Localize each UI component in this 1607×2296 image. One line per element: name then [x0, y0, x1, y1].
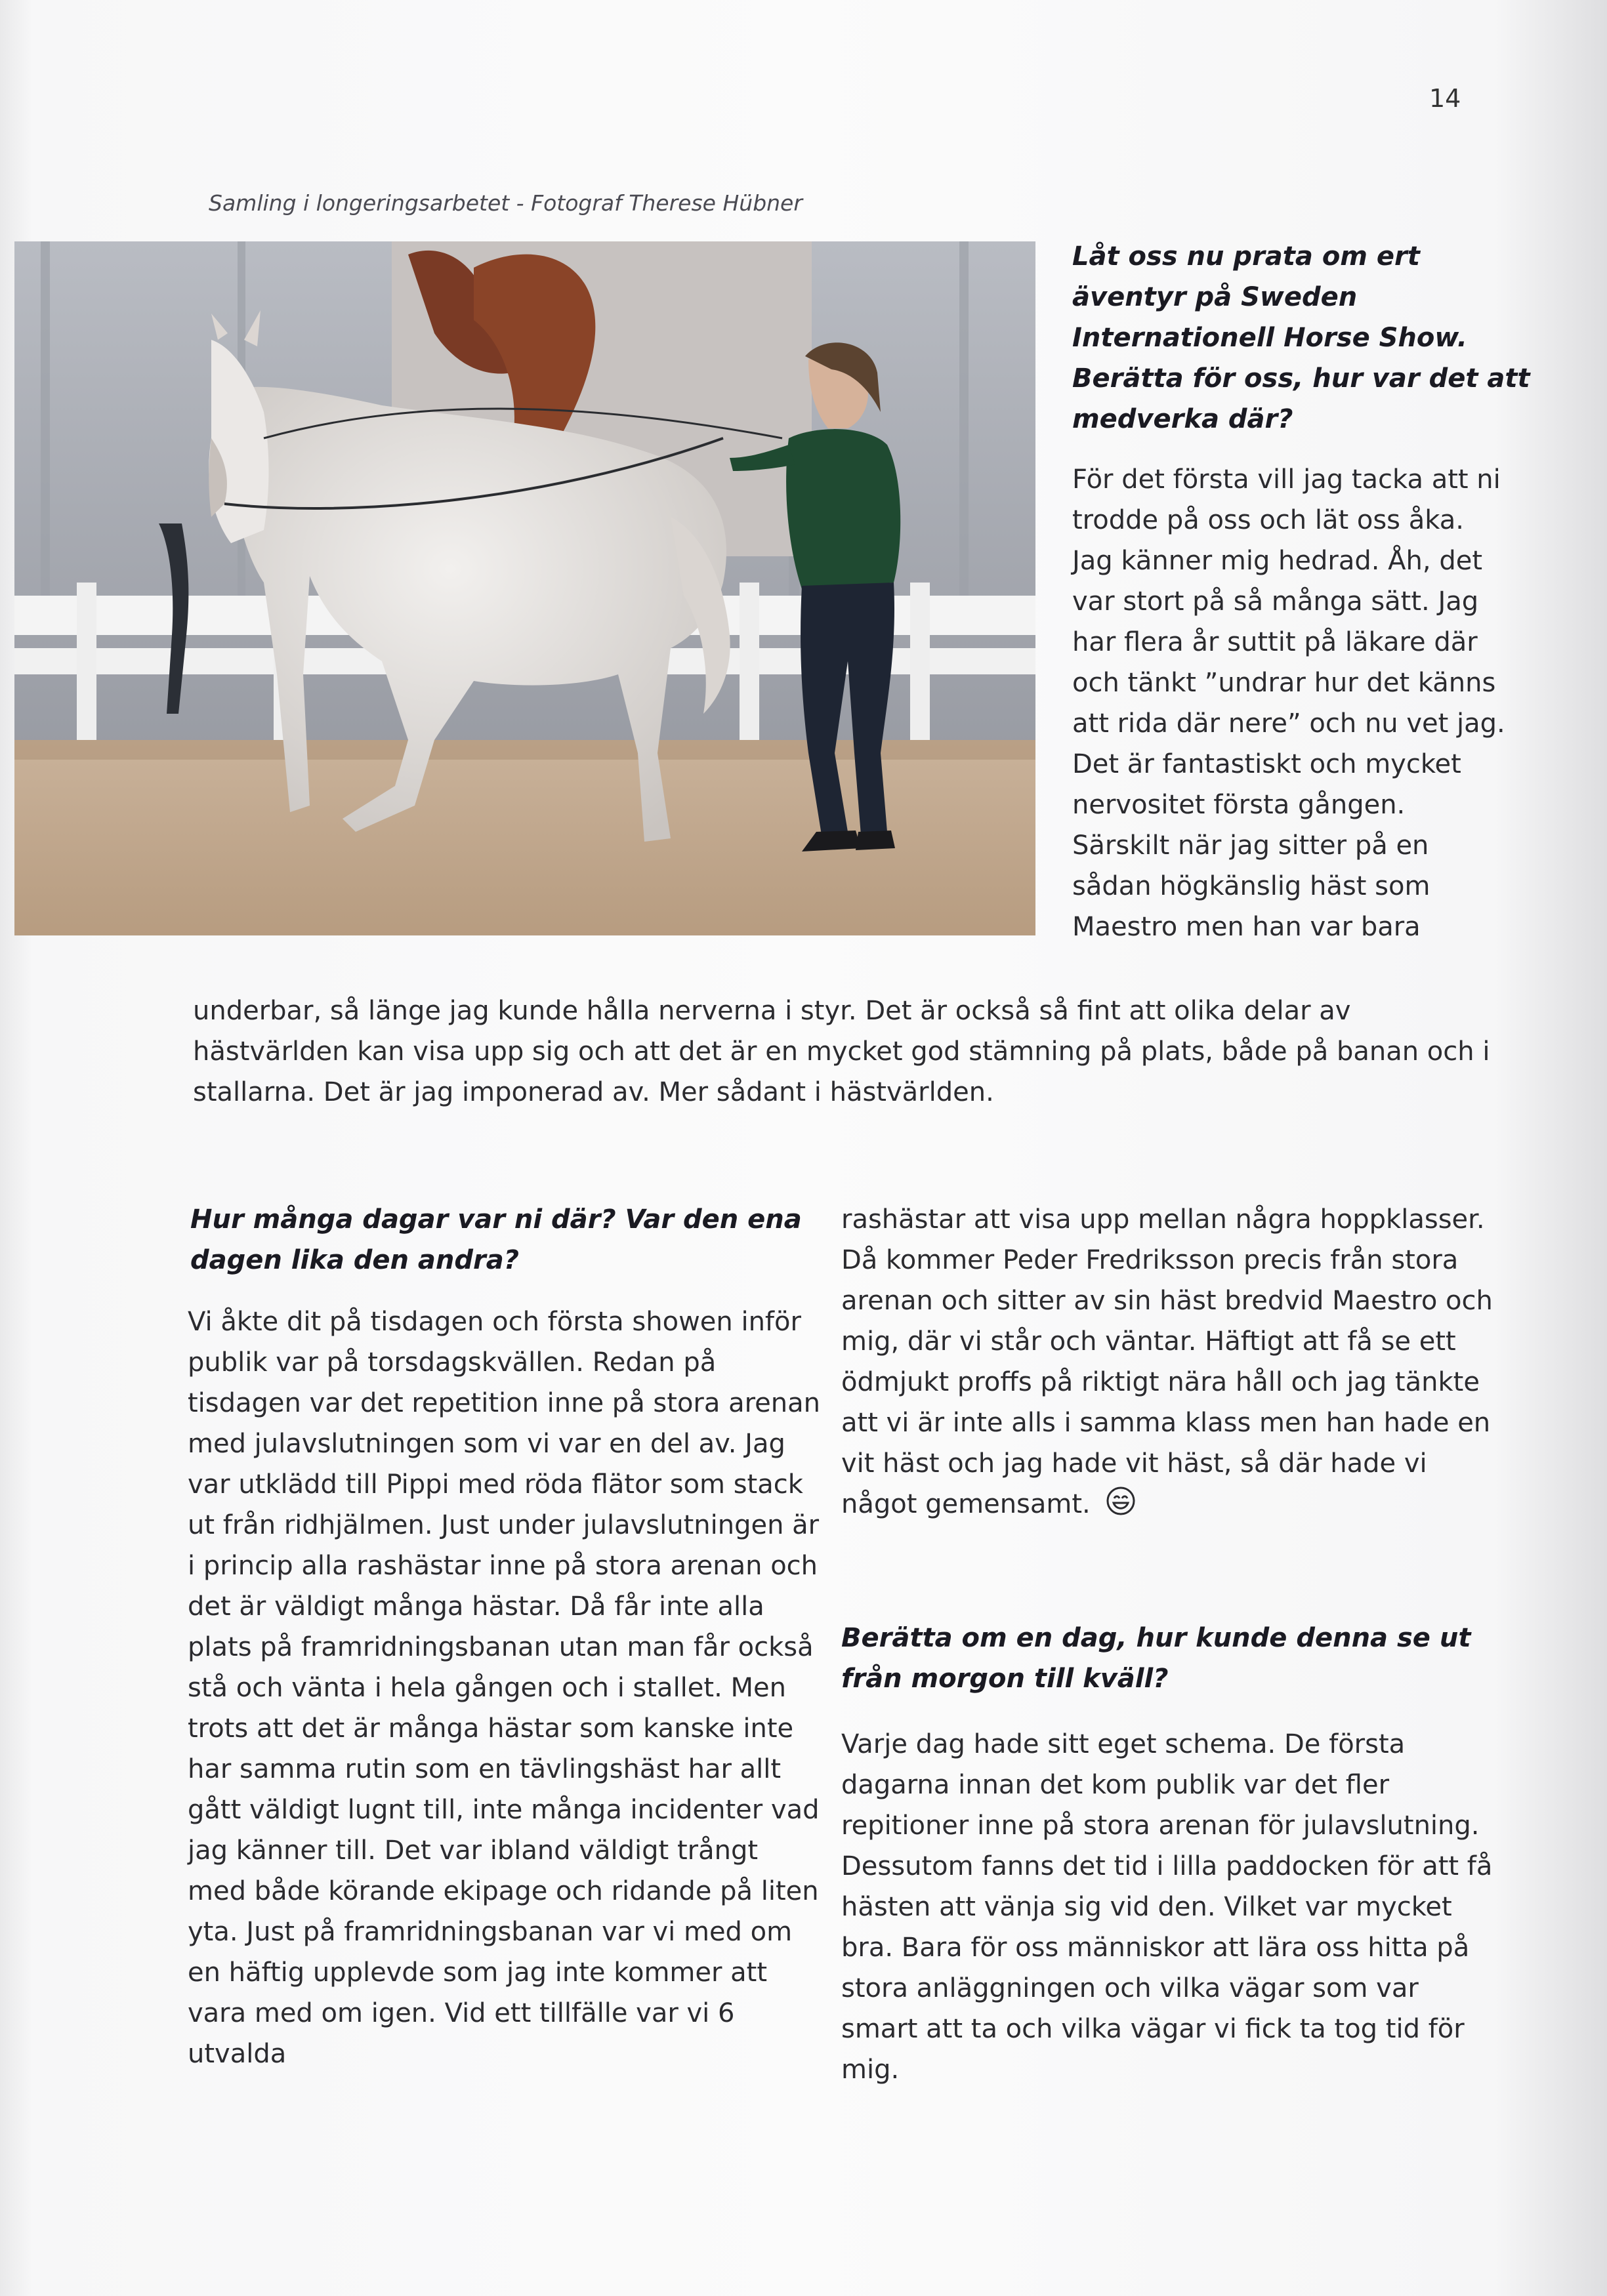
section2-question: [190, 1199, 833, 1281]
section3-question-text: Berätta om en dag, hur kunde denna se ut från morgon till kväll?: [841, 1623, 1471, 1694]
page-number: 14: [1429, 84, 1461, 113]
section3-answer: [841, 1724, 1497, 2090]
section2-answer-part2: [841, 1199, 1497, 1525]
section2-answer-part1: [188, 1302, 824, 2074]
intro-question: [1072, 236, 1532, 440]
intro-answer-part2: [193, 991, 1505, 1113]
section2-question-text: Hur många dagar var ni där? Var den ena dagen lika den andra?: [190, 1204, 802, 1275]
intro-answer-part1: [1072, 459, 1505, 947]
intro-answer-part2-text: underbar, så länge jag kunde hålla nerverna i styr. Det är också så fint att olika delar av hästvärlden kan visa upp sig och att det är en mycket god stämning på plats, både på banan och i stallarna. Det är jag imponerad av. Mer sådant i hästvärlden.: [193, 996, 1490, 1107]
photo-caption: Samling i longeringsarbetet - Fotograf Therese Hübner: [209, 190, 803, 216]
section2-answer-part2-text: rashästar att visa upp mellan några hoppklasser. Då kommer Peder Fredriksson precis från stora arenan och sitter av sin häst bredvid Maestro och mig, där vi står och väntar. Häftigt att få se ett ödmjukt proffs på riktigt nära håll och jag tänkte att vi är inte alls i samma klass men han hade en vit häst och jag hade vit häst, så där hade vi något gemensamt.: [841, 1204, 1493, 1519]
smiley-face-icon: [1105, 1485, 1137, 1517]
section3-question: [841, 1618, 1497, 1699]
intro-answer-part1-text: För det första vill jag tacka att ni trodde på oss och lät oss åka. Jag känner mig hedrad. Åh, det var stort på så många sätt. Jag har flera år suttit på läkare där och tänkt ”undrar hur det känns att rida där nere” och nu vet jag. Det är fantastiskt och mycket nervositet första gången. Särskilt när jag sitter på en sådan högkänslig häst som Maestro men han var bara: [1072, 464, 1505, 942]
section3-answer-text: Varje dag hade sitt eget schema. De första dagarna innan det kom publik var det fler repitioner inne på stora arenan för julavslutning. Dessutom fanns det tid i lilla paddocken för att få hästen att vänja sig vid den. Vilket var mycket bra. Bara för oss människor att lära oss hitta på stora anläggningen och vilka vägar som var smart att ta och vilka vägar vi fick ta tog tid för mig.: [841, 1729, 1493, 2085]
photo-horse-lunging-image: [14, 241, 1035, 935]
horse-lunging-photo: [14, 241, 1035, 935]
intro-question-text: Låt oss nu prata om ert äventyr på Sweden Internationell Horse Show. Berätta för oss, hur var det att medverka där?: [1072, 241, 1530, 434]
section2-answer-part1-text: Vi åkte dit på tisdagen och första showen inför publik var på torsdagskvällen. Redan på tisdagen var det repetition inne på stora arenan med julavslutningen som vi var en del av. Jag var utklädd till Pippi med röda flätor som stack ut från ridhjälmen. Just under julavslutningen är i princip alla rashästar inne på stora arenan och det är väldigt många hästar. Då får inte alla plats på framridningsbanan utan man får också stå och vänta i hela gången och i stallet. Men trots att det är många hästar som kanske inte har samma rutin som en tävlingshäst har allt gått väldigt lugnt till, inte många incidenter vad jag känner till. Det var ibland väldigt trångt med både körande ekipage och ridande på liten yta. Just på framridningsbanan var vi med om en häftig upplevde som jag inte kommer att vara med om igen. Vid ett tillfälle var vi 6 utvalda: [188, 1307, 820, 2069]
